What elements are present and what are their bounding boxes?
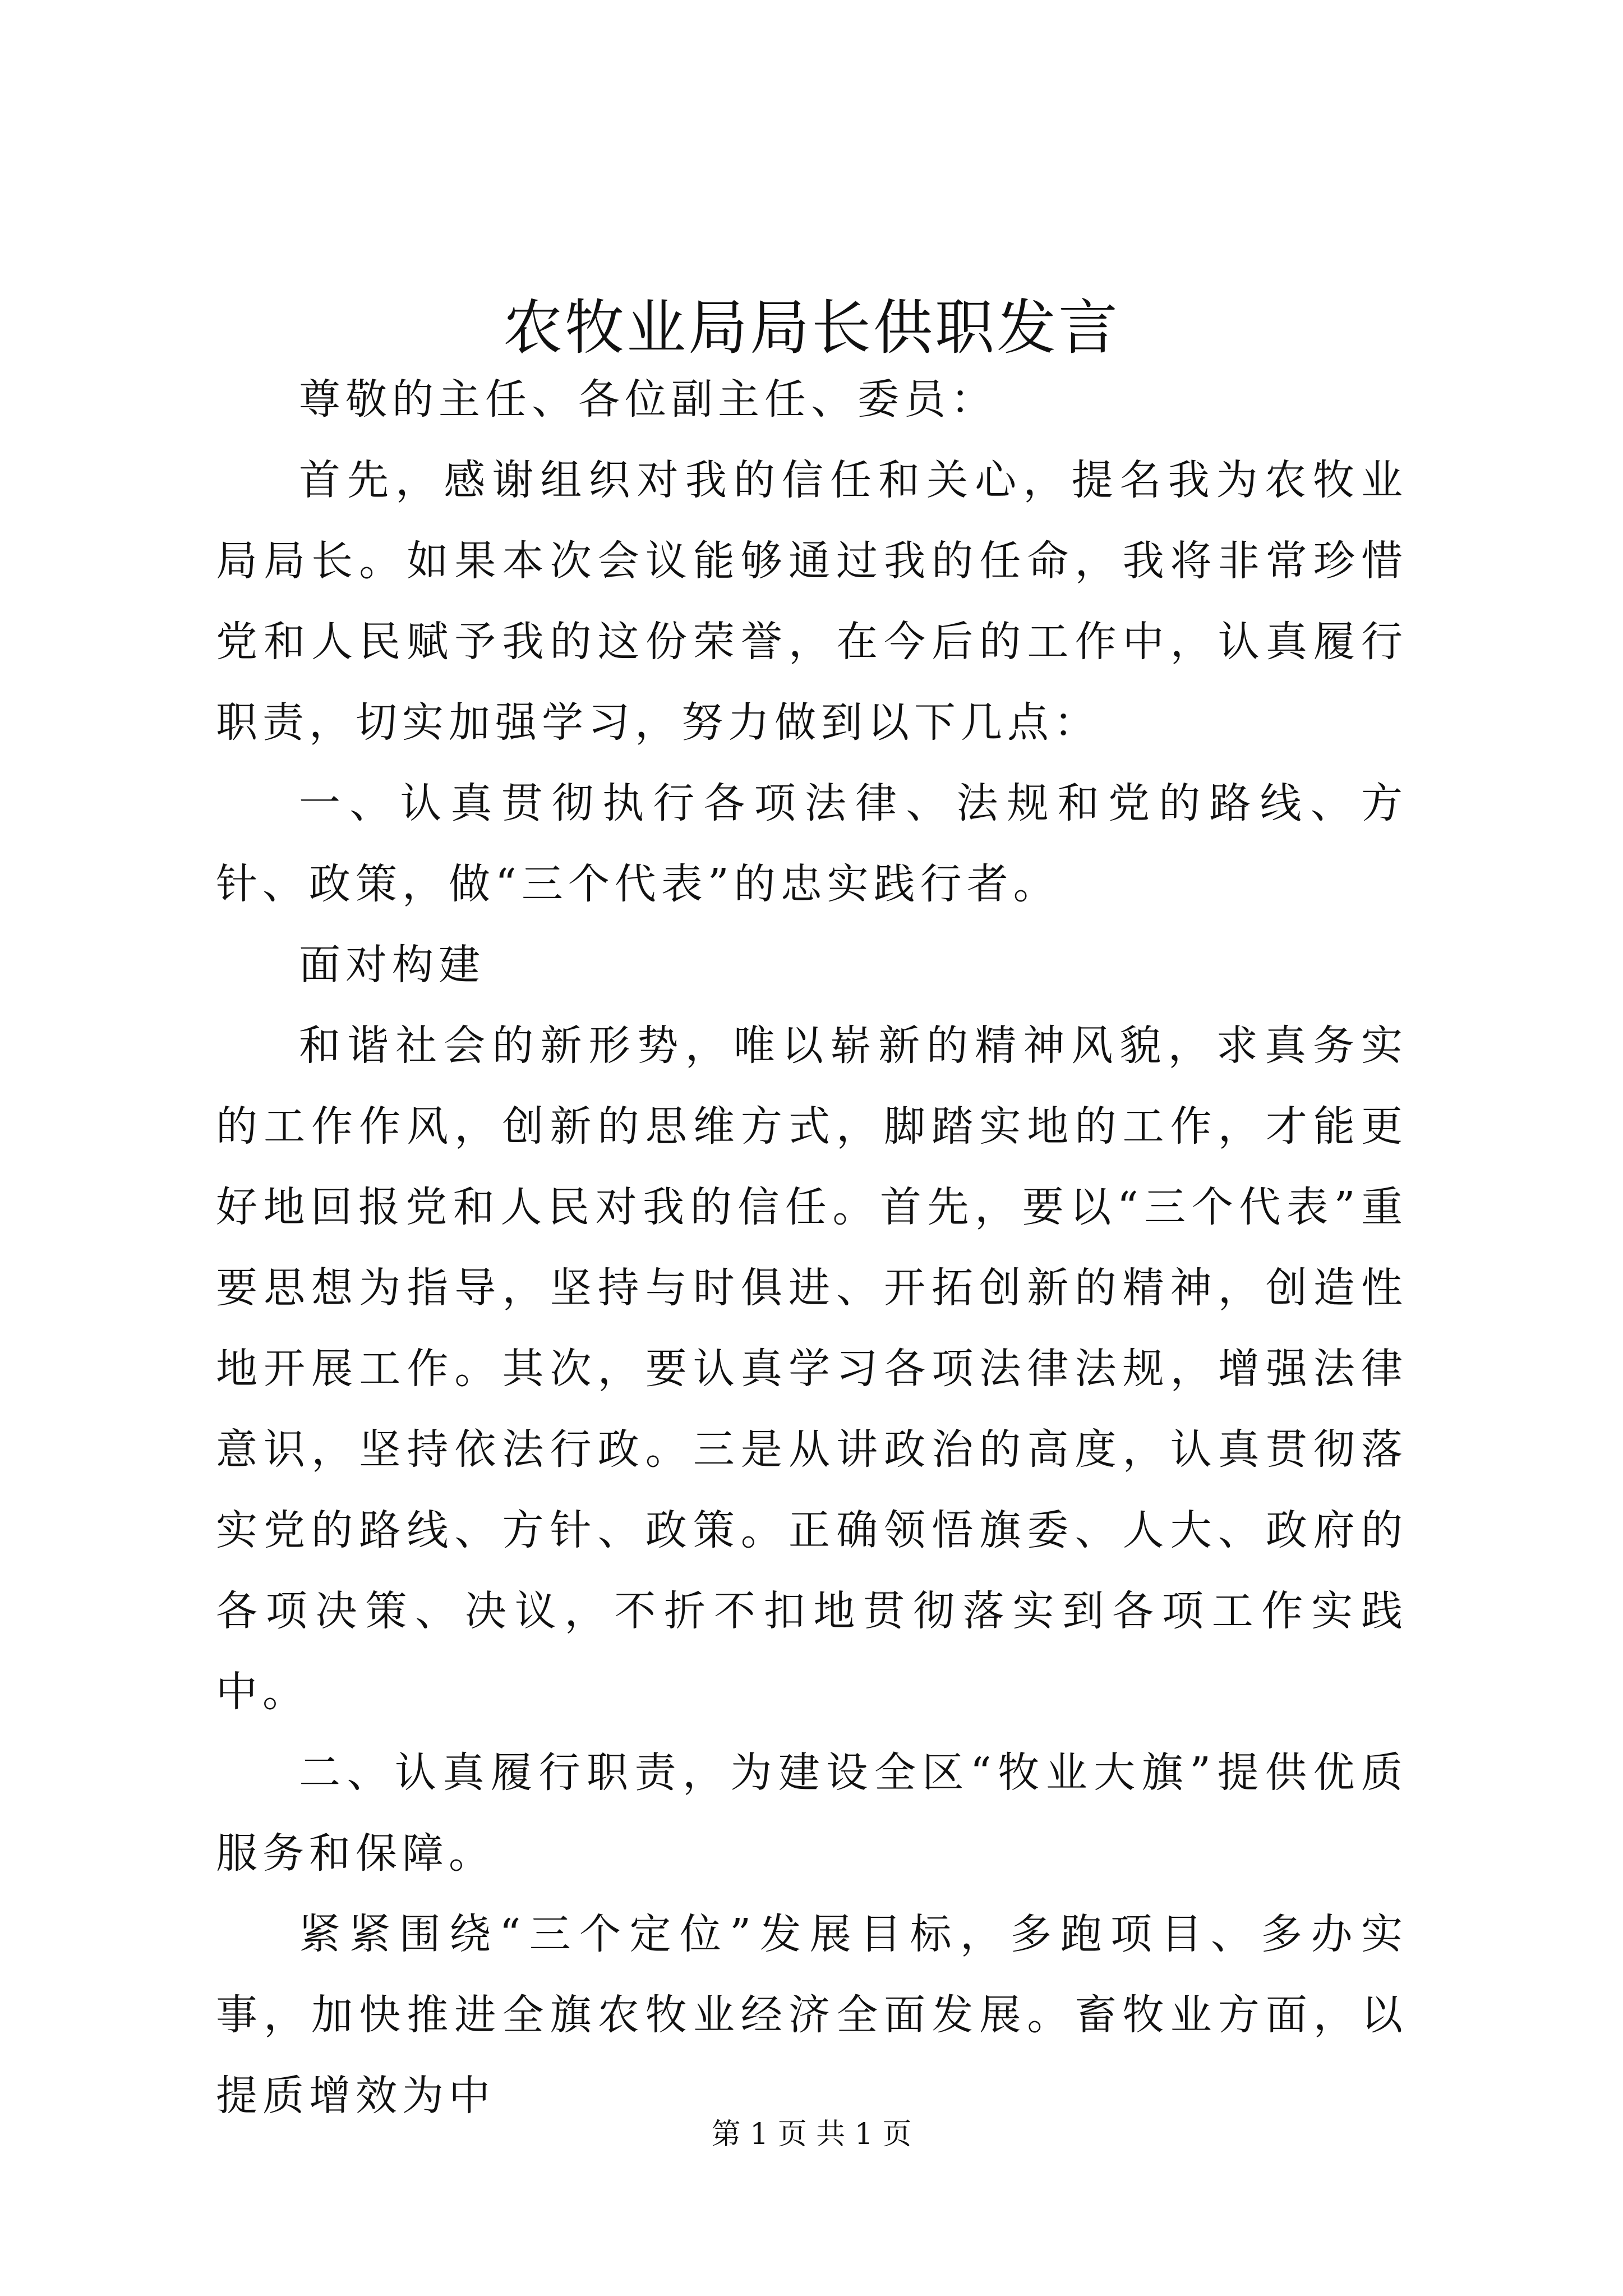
page-footer: 第 1 页 共 1 页 xyxy=(711,2118,912,2151)
section-two-body: 紧紧围绕“三个定位”发展目标，多跑项目、多办实事，加快推进全旗农牧业经济全面发展。畜牧业方面，以提质增效为中 xyxy=(216,1910,1408,2120)
section-one-heading: 一、认真贯彻执行各项法律、法规和党的路线、方针、政策，做“三个代表”的忠实践行者。 xyxy=(216,779,1408,908)
salutation-paragraph: 尊敬的主任、各位副主任、委员： xyxy=(299,375,997,424)
document-body xyxy=(216,359,1408,2136)
body-paragraph-fragment: 面对构建 xyxy=(299,941,485,989)
intro-paragraph: 首先，感谢组织对我的信任和关心，提名我为农牧业局局长。如果本次会议能够通过我的任命，我将非常珍惜党和人民赋予我的这份荣誉，在今后的工作中，认真履行职责，切实加强学习，努力做到以下几点： xyxy=(216,456,1408,747)
section-two-heading: 二、认真履行职责，为建设全区“牧业大旗”提供优质服务和保障。 xyxy=(216,1749,1408,1878)
section-one-body: 和谐社会的新形势，唯以崭新的精神风貌，求真务实的工作作风，创新的思维方式，脚踏实地的工作，才能更好地回报党和人民对我的信任。首先，要以“三个代表”重要思想为指导，坚持与时俱进、开拓创新的精神，创造性地开展工作。其次，要认真学习各项法律法规，增强法律意识，坚持依法行政。三是从讲政治的高度，认真贯彻落实党的路线、方针、政策。正确领悟旗委、人大、政府的各项决策、决议，不折不扣地贯彻落实到各项工作实践中。 xyxy=(216,1022,1408,1716)
document-title: 农牧业局局长供职发言 xyxy=(503,293,1120,362)
